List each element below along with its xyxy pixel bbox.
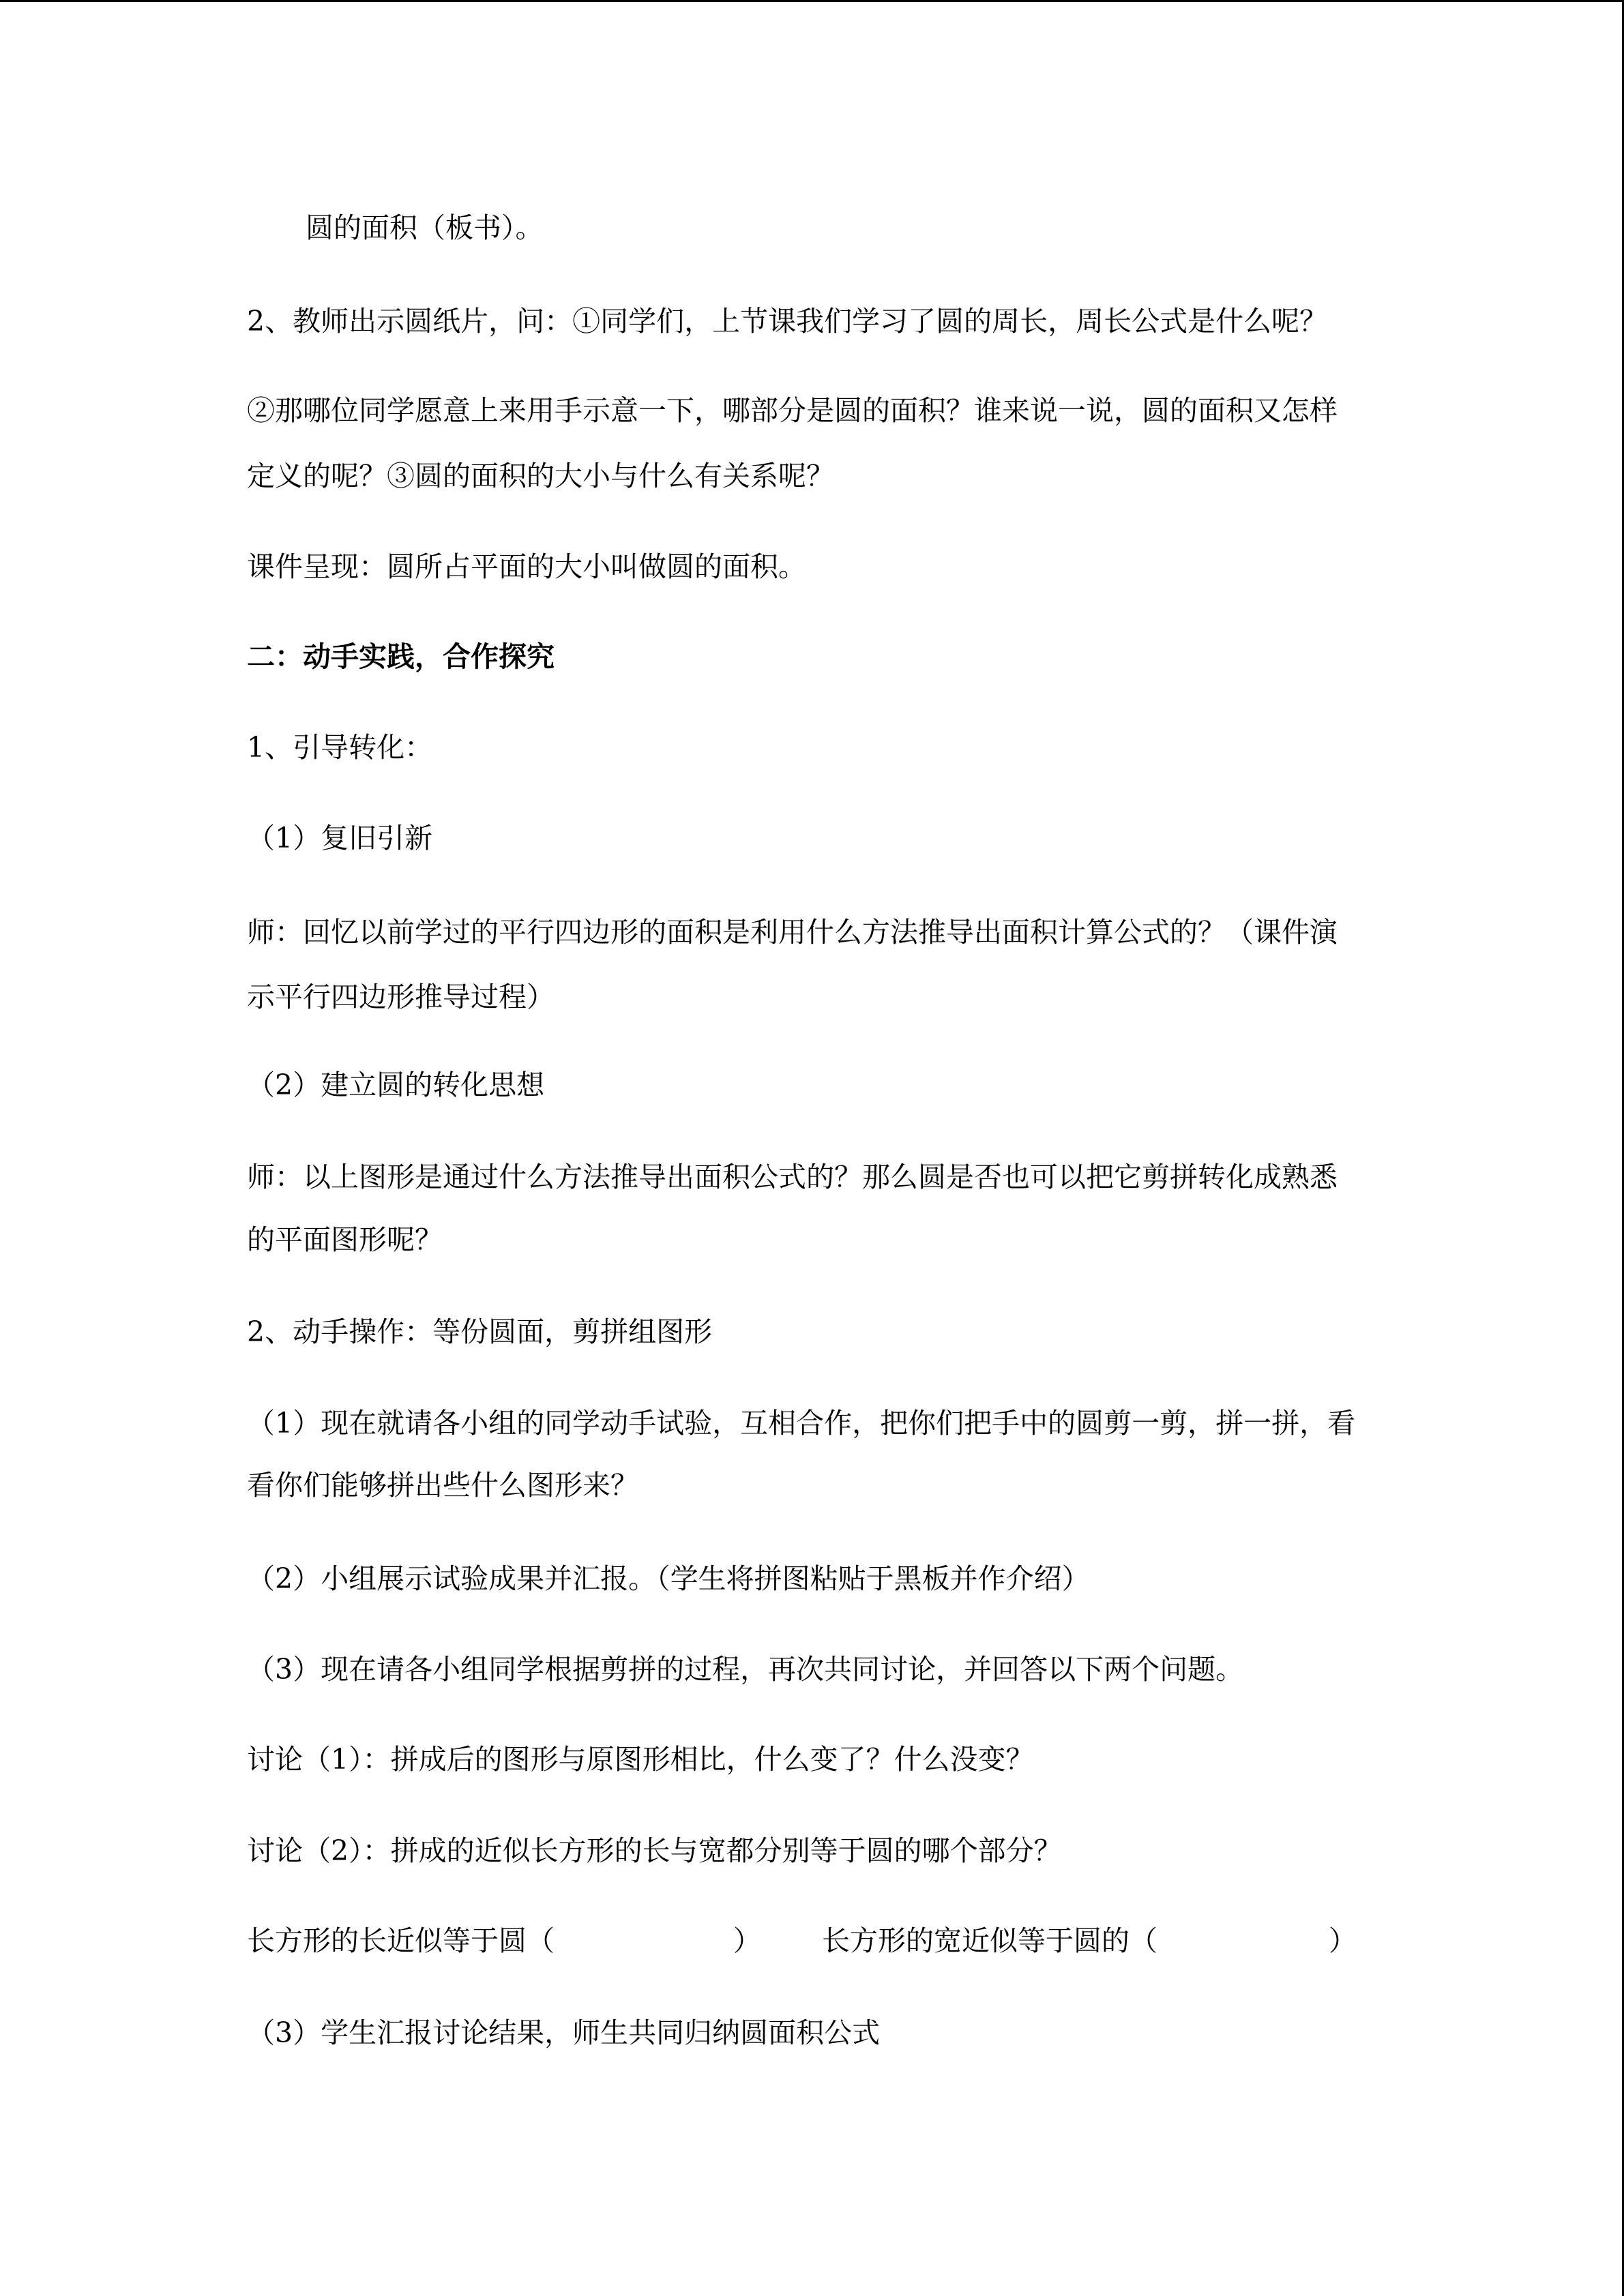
paragraph-group-discussion: （3）现在请各小组同学根据剪拼的过程，再次共同讨论，并回答以下两个问题。	[247, 1653, 1244, 1686]
paragraph-teacher-recall-2: 示平行四边形推导过程）	[247, 981, 555, 1013]
paragraph-summary-formula: （3）学生汇报讨论结果，师生共同归纳圆面积公式	[247, 2016, 881, 2049]
width-blank-close: ）	[1329, 1924, 1357, 1957]
paragraph-board-title: 圆的面积（板书）。	[306, 211, 544, 244]
length-blank-close: ）	[733, 1924, 761, 1957]
length-blank-label: 长方形的长近似等于圆（	[247, 1924, 555, 1957]
section-heading-hands-on: 二：动手实践，合作探究	[247, 640, 555, 673]
paragraph-build-idea: （2）建立圆的转化思想	[247, 1069, 545, 1101]
paragraph-group-experiment-1: （1）现在就请各小组的同学动手试验，互相合作，把你们把手中的圆剪一剪，拼一拼，看	[247, 1407, 1356, 1440]
paragraph-discussion-1: 讨论（1）：拼成后的图形与原图形相比，什么变了？什么没变？	[247, 1743, 1034, 1776]
paragraph-teacher-method-2: 的平面图形呢？	[247, 1223, 443, 1256]
width-blank-label: 长方形的宽近似等于圆的（	[822, 1924, 1157, 1957]
paragraph-group-report: （2）小组展示试验成果并汇报。（学生将拼图粘贴于黑板并作介绍）	[247, 1562, 1090, 1595]
paragraph-area-question-1: ②那哪位同学愿意上来用手示意一下，哪部分是圆的面积？谁来说一说，圆的面积又怎样	[247, 394, 1338, 427]
paragraph-area-question-2: 定义的呢？③圆的面积的大小与什么有关系呢？	[247, 460, 834, 492]
paragraph-guide-transform: 1、引导转化：	[247, 731, 433, 764]
paragraph-review-old: （1）复旧引新	[247, 822, 433, 854]
paragraph-group-experiment-2: 看你们能够拼出些什么图形来？	[247, 1469, 638, 1502]
paragraph-discussion-2: 讨论（2）：拼成的近似长方形的长与宽都分别等于圆的哪个部分？	[247, 1834, 1062, 1867]
paragraph-courseware-definition: 课件呈现：圆所占平面的大小叫做圆的面积。	[247, 550, 806, 583]
paragraph-teacher-method-1: 师：以上图形是通过什么方法推导出面积公式的？那么圆是否也可以把它剪拼转化成熟悉	[247, 1161, 1338, 1193]
paragraph-hands-on-operation: 2、动手操作：等份圆面，剪拼组图形	[247, 1315, 713, 1348]
paragraph-teacher-question: 2、教师出示圆纸片，问：①同学们，上节课我们学习了圆的周长，周长公式是什么呢？	[247, 305, 1328, 338]
paragraph-teacher-recall-1: 师：回忆以前学过的平行四边形的面积是利用什么方法推导出面积计算公式的？（课件演	[247, 916, 1338, 949]
fill-in-blank-row	[247, 1922, 1406, 1960]
page-top-border	[0, 0, 1624, 2]
